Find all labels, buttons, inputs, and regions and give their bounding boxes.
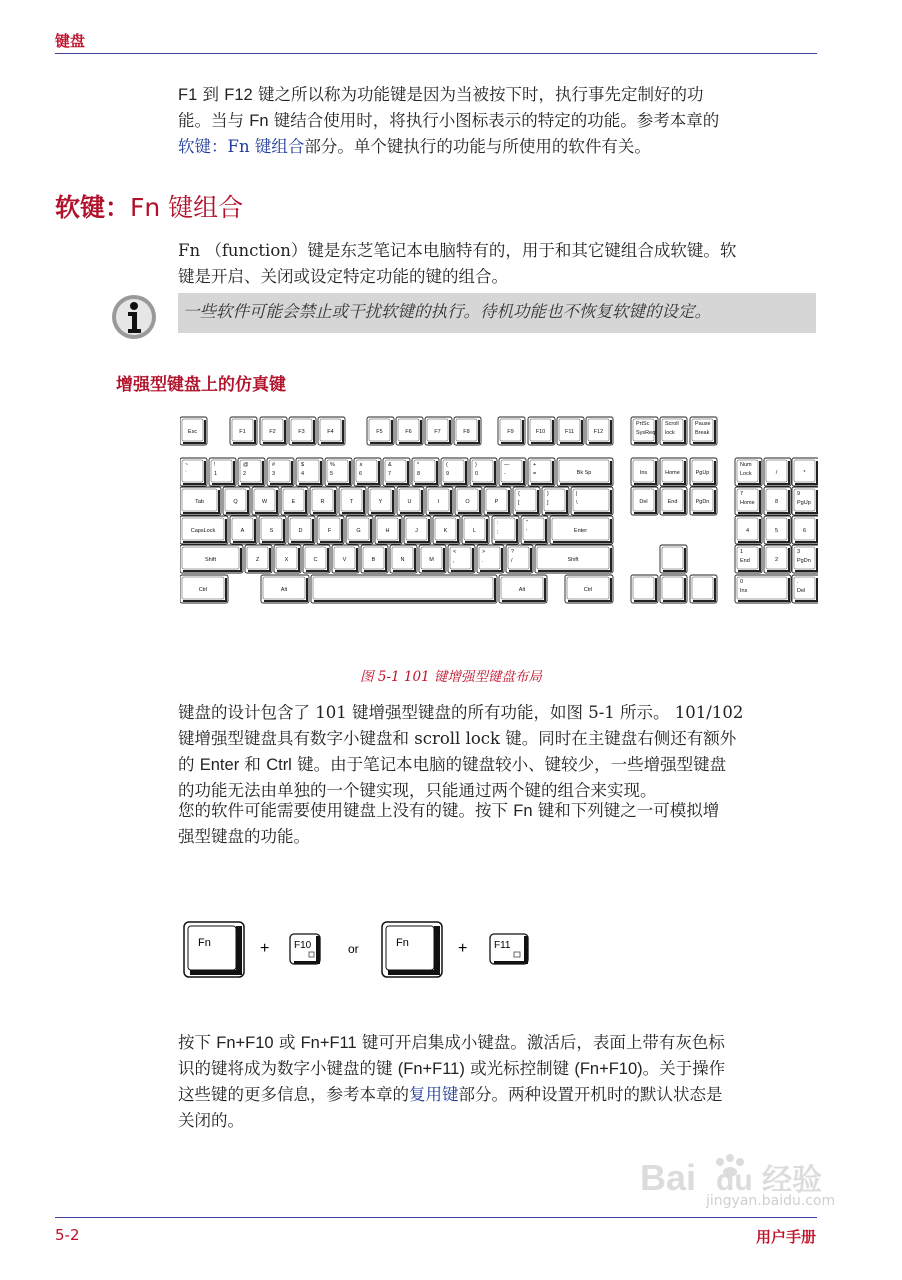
plus-sign-2: + bbox=[458, 940, 468, 957]
note-text: 一些软件可能会禁止或干扰软键的执行。待机功能也不恢复软键的设定。 bbox=[183, 302, 711, 321]
key-k bbox=[433, 516, 460, 544]
key-label-k: K bbox=[443, 528, 448, 534]
key-o bbox=[455, 487, 482, 515]
key-h bbox=[375, 516, 402, 544]
key-f10 bbox=[528, 417, 555, 445]
key-label-k0-0: 0 bbox=[740, 579, 744, 585]
key-f6 bbox=[396, 417, 423, 445]
key-num-8 bbox=[441, 458, 468, 486]
key-label-tab: Tab bbox=[195, 499, 204, 505]
key-shift-left bbox=[180, 545, 243, 573]
watermark-brand-2: du bbox=[716, 1164, 753, 1197]
key-label-num-2-1: 3 bbox=[272, 471, 276, 477]
figure-caption: 图 5-1 101 键增强型键盘布局 bbox=[360, 669, 542, 685]
key-x bbox=[274, 545, 301, 573]
key-label-shift-left: Shift bbox=[204, 557, 217, 563]
body-paragraph-1: 键盘的设计包含了 101 键增强型键盘的所有功能，如图 5-1 所示。 101/102 键增强型键盘具有数字小键盘和 scroll lock 键。同时在主键盘右侧还有额外 的 Enter 和 Ctrl 键。由于笔记本电脑的键盘较小、键较少，一些增强型键盘 的功能无法由单独的一个键实现，只能通过两个键的组合来实现。 bbox=[178, 703, 744, 800]
key-a bbox=[230, 516, 257, 544]
key-label-kdot-0: . bbox=[797, 579, 799, 585]
header-title: 键盘 bbox=[55, 32, 86, 50]
key-label-g: G bbox=[356, 528, 361, 534]
key-label-k4: 4 bbox=[745, 528, 750, 534]
fn-paragraph: Fn （function）键是东芝笔记本电脑特有的，用于和其它键组合成软键。软 键是开启、关闭或设定特定功能的键的组合。 bbox=[178, 241, 737, 286]
key-label-v: V bbox=[342, 557, 347, 563]
key-label-pause-0: Pause bbox=[695, 421, 711, 427]
key-k1 bbox=[735, 545, 762, 573]
key-label-num-3-1: 4 bbox=[301, 471, 305, 477]
plus-sign: + bbox=[260, 940, 270, 957]
key-label-l: L bbox=[472, 528, 477, 534]
key-num-0 bbox=[209, 458, 236, 486]
key-label-num-9-1: 0 bbox=[475, 471, 479, 477]
key-label-slash-1: / bbox=[511, 558, 513, 564]
key-label-f8: F8 bbox=[463, 429, 470, 435]
key-label-rbracket-0: } bbox=[547, 491, 549, 497]
f10-key bbox=[290, 934, 320, 964]
key-t bbox=[339, 487, 366, 515]
key-f1 bbox=[230, 417, 257, 445]
key-label-num-7-0: * bbox=[417, 462, 420, 468]
key-label-num-2-0: # bbox=[272, 462, 276, 468]
f10-key-label: F10 bbox=[294, 940, 312, 951]
key-label-num-7-1: 8 bbox=[417, 471, 421, 477]
key-label-e: E bbox=[291, 499, 296, 505]
key-k3 bbox=[792, 545, 818, 573]
key-backslash bbox=[571, 487, 613, 515]
key-scroll bbox=[660, 417, 687, 445]
key-w bbox=[252, 487, 279, 515]
key-label-alt-right: Alt bbox=[518, 587, 526, 593]
key-label-f5: F5 bbox=[376, 429, 383, 435]
key-s bbox=[259, 516, 286, 544]
key-label-tilde-0: ~ bbox=[185, 462, 189, 468]
key-label-o: O bbox=[465, 499, 470, 505]
key-label-shift-right: Shift bbox=[567, 557, 579, 563]
key-f2 bbox=[260, 417, 287, 445]
key-z bbox=[245, 545, 272, 573]
key-c bbox=[303, 545, 330, 573]
key-label-lbracket-0: { bbox=[518, 491, 520, 497]
key-label-n: N bbox=[400, 557, 405, 563]
key-alt-left bbox=[261, 575, 309, 603]
key-label-k8: 8 bbox=[774, 499, 779, 505]
key-label-z: Z bbox=[255, 557, 260, 563]
footer-divider bbox=[55, 1217, 817, 1218]
key-label-y: Y bbox=[378, 499, 383, 505]
key-label-f12: F12 bbox=[593, 429, 604, 435]
key-label-num-4-1: 5 bbox=[330, 471, 334, 477]
key-label-k5: 5 bbox=[774, 528, 779, 534]
key-label-k9-0: 9 bbox=[797, 491, 801, 497]
key-rbracket bbox=[542, 487, 569, 515]
key-label-r: R bbox=[320, 499, 325, 505]
key-num-11 bbox=[528, 458, 555, 486]
key-label-period-1: . bbox=[482, 558, 484, 564]
key-label-f9: F9 bbox=[507, 429, 514, 435]
key-label-f2: F2 bbox=[269, 429, 276, 435]
key-kstar bbox=[792, 458, 818, 486]
key-label-kstar: * bbox=[803, 470, 806, 476]
key-u bbox=[397, 487, 424, 515]
key-label-k6: 6 bbox=[802, 528, 807, 534]
key-esc bbox=[180, 417, 207, 445]
key-quote bbox=[521, 516, 548, 544]
key-enter bbox=[550, 516, 613, 544]
key-label-k0-1: Ins bbox=[740, 588, 748, 594]
keyboard-diagram bbox=[180, 415, 818, 610]
key-k6 bbox=[792, 516, 818, 544]
key-label-scroll-0: Scroll bbox=[665, 421, 679, 427]
watermark-brand: Bai bbox=[640, 1157, 697, 1198]
info-icon bbox=[110, 293, 158, 341]
body-paragraph-2: 您的软件可能需要使用键盘上没有的键。按下 Fn 键和下列键之一可模拟增 强型键盘的功能。 bbox=[178, 801, 720, 846]
key-d bbox=[288, 516, 315, 544]
key-num-1 bbox=[238, 458, 265, 486]
watermark-url: jingyan.baidu.com bbox=[706, 1193, 836, 1209]
key-label-num-8-1: 9 bbox=[446, 471, 450, 477]
key-label-end: End bbox=[667, 499, 678, 505]
fn-key-label: Fn bbox=[198, 937, 211, 949]
key-num-5 bbox=[354, 458, 381, 486]
key-k2 bbox=[764, 545, 791, 573]
key-label-backslash-0: | bbox=[576, 491, 578, 497]
fn-key-combo bbox=[180, 918, 540, 980]
key-label-k9-1: PgUp bbox=[797, 500, 811, 506]
key-num-2 bbox=[267, 458, 294, 486]
key-label-ctrl-left: Ctrl bbox=[198, 587, 208, 593]
key-arrow-left bbox=[631, 575, 658, 603]
key-label-prtsc-0: PrtSc bbox=[636, 421, 650, 427]
key-label-i: I bbox=[437, 499, 440, 505]
header-divider bbox=[55, 53, 817, 54]
key-arrow-up bbox=[660, 545, 687, 573]
overlay-keys-link[interactable]: 复用键 bbox=[409, 1085, 459, 1104]
key-n bbox=[390, 545, 417, 573]
key-num-10 bbox=[499, 458, 526, 486]
key-label-rbracket-1: ] bbox=[547, 500, 549, 506]
key-label-num-6-1: 7 bbox=[388, 471, 392, 477]
key-k7 bbox=[735, 487, 762, 515]
key-end bbox=[660, 487, 687, 515]
key-label-tilde-1: ` bbox=[185, 471, 187, 477]
key-num-4 bbox=[325, 458, 352, 486]
page-number: 5-2 bbox=[55, 1226, 80, 1244]
key-label-pause-1: Break bbox=[695, 430, 710, 436]
key-f11 bbox=[557, 417, 584, 445]
key-label-m: M bbox=[429, 557, 434, 563]
key-g bbox=[346, 516, 373, 544]
key-numlock bbox=[735, 458, 762, 486]
key-label-num-9-0: ) bbox=[475, 462, 477, 468]
key-slash bbox=[506, 545, 533, 573]
key-pgdn bbox=[690, 487, 717, 515]
key-label-backslash-1: \ bbox=[576, 500, 578, 506]
softkey-link[interactable]: 软键：Fn 键组合 bbox=[178, 137, 305, 156]
key-label-semicolon-1: ; bbox=[497, 529, 499, 535]
key-label-enter: Enter bbox=[573, 528, 588, 534]
key-label-k1-0: 1 bbox=[740, 549, 744, 555]
watermark-brand-3: 经验 bbox=[762, 1164, 822, 1197]
key-label-f6: F6 bbox=[405, 429, 412, 435]
key-k0 bbox=[735, 575, 791, 603]
key-lbracket bbox=[513, 487, 540, 515]
key-period bbox=[477, 545, 504, 573]
key-label-k7-0: 7 bbox=[740, 491, 744, 497]
key-q bbox=[223, 487, 250, 515]
key-prtsc bbox=[631, 417, 658, 445]
key-ctrl-right bbox=[565, 575, 613, 603]
section-title: 软键：Fn 键组合 bbox=[55, 193, 244, 222]
key-f bbox=[317, 516, 344, 544]
fn-key-2 bbox=[382, 922, 442, 977]
key-l bbox=[462, 516, 489, 544]
key-tab bbox=[180, 487, 221, 515]
key-f3 bbox=[289, 417, 316, 445]
key-label-k1-1: End bbox=[740, 558, 750, 564]
key-arrow-right bbox=[690, 575, 717, 603]
key-label-num-5-1: 6 bbox=[359, 471, 363, 477]
key-v bbox=[332, 545, 359, 573]
key-f7 bbox=[425, 417, 452, 445]
key-label-q: Q bbox=[233, 499, 238, 505]
f11-key bbox=[490, 934, 528, 964]
key-comma bbox=[448, 545, 475, 573]
key-label-num-0-1: 1 bbox=[214, 471, 218, 477]
key-label-pgup: PgUp bbox=[695, 470, 710, 476]
key-label-slash-0: ? bbox=[511, 549, 515, 555]
key-k5 bbox=[764, 516, 791, 544]
key-label-k2: 2 bbox=[774, 557, 779, 563]
key-label-d: D bbox=[298, 528, 303, 534]
key-num-3 bbox=[296, 458, 323, 486]
key-j bbox=[404, 516, 431, 544]
key-label-num-10-0: — bbox=[504, 462, 510, 468]
key-f9 bbox=[498, 417, 525, 445]
key-label-x: X bbox=[284, 557, 289, 563]
key-label-comma-0: < bbox=[453, 549, 457, 555]
key-kdot bbox=[792, 575, 818, 603]
key-label-kdot-1: Del bbox=[797, 588, 806, 594]
key-label-k7-1: Home bbox=[740, 500, 755, 506]
key-label-lbracket-1: [ bbox=[518, 500, 520, 506]
key-label-u: U bbox=[407, 499, 412, 505]
key-k8 bbox=[764, 487, 791, 515]
key-p bbox=[484, 487, 511, 515]
key-y bbox=[368, 487, 395, 515]
key-label-pgdn: PgDn bbox=[695, 499, 710, 505]
key-ctrl-left bbox=[180, 575, 228, 603]
key-f8 bbox=[454, 417, 481, 445]
key-label-num-0-0: ! bbox=[214, 462, 216, 468]
key-label-num-6-0: & bbox=[388, 462, 392, 468]
f11-key-label: F11 bbox=[494, 940, 511, 951]
key-label-j: J bbox=[415, 528, 418, 534]
key-tilde bbox=[180, 458, 207, 486]
key-label-numlock-0: Num bbox=[740, 462, 752, 468]
key-label-num-5-0: ∧ bbox=[359, 462, 364, 468]
key-label-w: W bbox=[261, 499, 268, 505]
key-label-f7: F7 bbox=[434, 429, 441, 435]
key-label-quote-1: ' bbox=[526, 529, 528, 535]
key-label-h: H bbox=[385, 528, 390, 534]
key-b bbox=[361, 545, 388, 573]
key-k4 bbox=[735, 516, 762, 544]
fn-key-label-2: Fn bbox=[396, 937, 409, 949]
key-label-b: B bbox=[371, 557, 376, 563]
key-label-period-0: > bbox=[482, 549, 486, 555]
key-label-num-11-1: = bbox=[533, 471, 537, 477]
key-label-f1: F1 bbox=[239, 429, 246, 435]
key-label-del: Del bbox=[639, 499, 648, 505]
key-i bbox=[426, 487, 453, 515]
key-ins bbox=[631, 458, 658, 486]
key-label-num-8-0: ( bbox=[446, 462, 448, 468]
key-label-ins: Ins bbox=[639, 470, 648, 476]
or-text: or bbox=[348, 942, 359, 956]
key-label-backspace: Bk Sp bbox=[576, 470, 592, 476]
fn-key-1 bbox=[184, 922, 244, 977]
key-label-num-3-0: $ bbox=[301, 462, 305, 468]
subsection-title: 增强型键盘上的仿真键 bbox=[116, 375, 286, 395]
key-del bbox=[631, 487, 658, 515]
key-label-scroll-1: lock bbox=[665, 430, 675, 436]
key-label-t: T bbox=[349, 499, 354, 505]
key-num-9 bbox=[470, 458, 497, 486]
key-alt-right bbox=[499, 575, 547, 603]
key-label-esc: Esc bbox=[187, 429, 198, 435]
key-backspace bbox=[557, 458, 613, 486]
key-label-home: Home bbox=[665, 470, 680, 476]
key-label-f11: F11 bbox=[564, 429, 575, 435]
key-r bbox=[310, 487, 337, 515]
key-m bbox=[419, 545, 446, 573]
key-label-ctrl-right: Ctrl bbox=[583, 587, 593, 593]
key-label-comma-1: , bbox=[453, 558, 455, 564]
key-label-num-10-1: - bbox=[504, 471, 506, 477]
key-label-a: A bbox=[240, 528, 245, 534]
key-arrow-down bbox=[660, 575, 687, 603]
key-label-f: F bbox=[327, 528, 332, 534]
key-label-k3-1: PgDn bbox=[797, 558, 811, 564]
key-f4 bbox=[318, 417, 345, 445]
intro-paragraph: F1 到 F12 键之所以称为功能键是因为当被按下时，执行事先定制好的功 能。当与 Fn 键结合使用时，将执行小图标表示的特定的功能。参考本章的 软键：Fn 键组合部分。单个键执行的功能与所使用的软件有关。 bbox=[178, 85, 720, 156]
key-label-alt-left: Alt bbox=[280, 587, 288, 593]
key-e bbox=[281, 487, 308, 515]
key-label-semicolon-0: : bbox=[497, 520, 499, 526]
key-label-s: S bbox=[269, 528, 274, 534]
key-label-p: P bbox=[494, 499, 499, 505]
key-label-kslash: / bbox=[775, 470, 778, 476]
key-pause bbox=[690, 417, 717, 445]
key-shift-right bbox=[535, 545, 613, 573]
key-space bbox=[311, 575, 497, 603]
body-paragraph-3: 按下 Fn+F10 或 Fn+F11 键可开启集成小键盘。激活后，表面上带有灰色标 识的键将成为数字小键盘的键 (Fn+F11) 或光标控制键 (Fn+F10)。关于操作 这些键的更多信息，参考本章的复用键部分。两种设置开机时的默认状态是 关闭的。 bbox=[178, 1033, 726, 1130]
key-capslock bbox=[180, 516, 228, 544]
key-home bbox=[660, 458, 687, 486]
key-label-num-1-1: 2 bbox=[243, 471, 247, 477]
key-label-num-11-0: + bbox=[533, 462, 537, 468]
key-f5 bbox=[367, 417, 394, 445]
key-label-num-4-0: % bbox=[330, 462, 335, 468]
key-num-6 bbox=[383, 458, 410, 486]
key-pgup bbox=[690, 458, 717, 486]
key-f12 bbox=[586, 417, 613, 445]
key-label-c: C bbox=[313, 557, 318, 563]
key-label-f3: F3 bbox=[298, 429, 305, 435]
key-label-f10: F10 bbox=[535, 429, 546, 435]
key-k9 bbox=[792, 487, 818, 515]
key-kslash bbox=[764, 458, 791, 486]
footer-title: 用户手册 bbox=[755, 1228, 816, 1246]
key-label-capslock: CapsLock bbox=[190, 528, 216, 534]
key-num-7 bbox=[412, 458, 439, 486]
key-label-quote-0: " bbox=[526, 520, 528, 526]
key-semicolon bbox=[492, 516, 519, 544]
key-label-f4: F4 bbox=[327, 429, 334, 435]
key-label-k3-0: 3 bbox=[797, 549, 801, 555]
key-label-num-1-0: @ bbox=[243, 462, 249, 468]
key-label-prtsc-1: SysReq bbox=[636, 430, 656, 436]
key-label-numlock-1: Lock bbox=[740, 471, 752, 477]
